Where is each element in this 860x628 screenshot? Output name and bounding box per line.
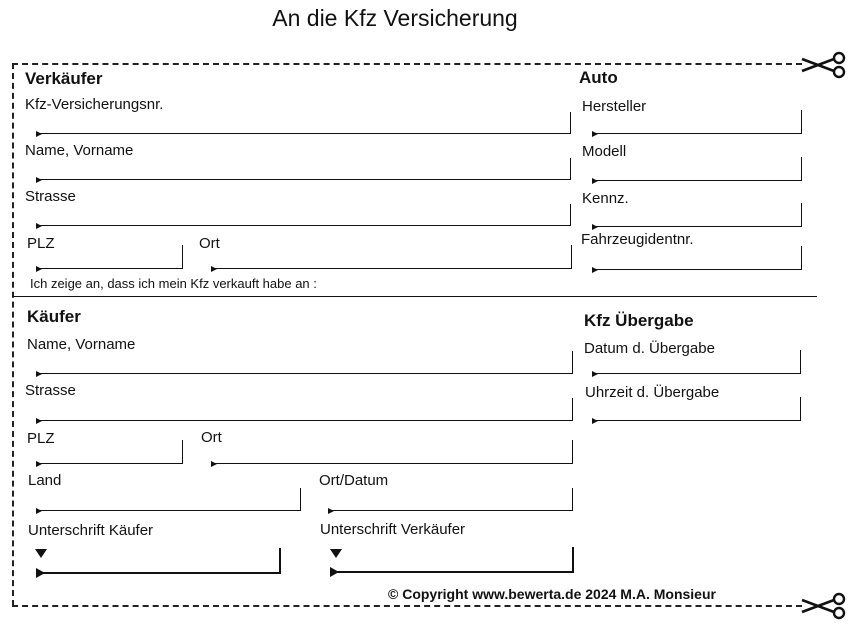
buyer-country-field[interactable]	[38, 488, 301, 511]
sale-notice: Ich zeige an, dass ich mein Kfz verkauft habe an :	[30, 276, 317, 291]
handover-date-field[interactable]	[594, 350, 801, 374]
model-field[interactable]	[594, 157, 802, 181]
plate-label: Kennz.	[582, 190, 629, 207]
buyer-zip-label: PLZ	[27, 430, 55, 447]
seller-street-label: Strasse	[25, 188, 76, 205]
place-date-label: Ort/Datum	[319, 472, 389, 489]
handover-time-field[interactable]	[594, 397, 801, 421]
copyright-notice: © Copyright www.bewerta.de 2024 M.A. Monsieur	[388, 586, 716, 602]
buyer-zip-field[interactable]	[38, 440, 183, 464]
vin-label: Fahrzeugidentnr.	[581, 231, 694, 248]
insurance-number-label: Kfz-Versicherungsnr.	[25, 96, 164, 113]
model-label: Modell	[582, 143, 627, 160]
buyer-city-field[interactable]	[213, 440, 573, 464]
buyer-signature-field[interactable]	[38, 548, 281, 574]
seller-street-field[interactable]	[38, 204, 571, 226]
buyer-name-field[interactable]	[38, 351, 573, 374]
handover-date-label: Datum d. Übergabe	[584, 340, 715, 357]
seller-signature-label: Unterschrift Verkäufer	[320, 521, 466, 538]
maker-field[interactable]	[594, 110, 802, 134]
buyer-name-label: Name, Vorname	[27, 336, 136, 353]
buyer-city-label: Ort	[201, 429, 222, 446]
buyer-country-label: Land	[28, 472, 62, 489]
maker-label: Hersteller	[582, 98, 647, 115]
buyer-heading: Käufer	[27, 307, 81, 326]
seller-zip-field[interactable]	[38, 245, 183, 269]
seller-heading: Verkäufer	[25, 69, 103, 88]
seller-zip-label: PLZ	[27, 235, 55, 252]
buyer-street-field[interactable]	[38, 398, 573, 421]
handover-time-label: Uhrzeit d. Übergabe	[585, 384, 720, 401]
vin-field[interactable]	[594, 246, 802, 270]
seller-name-label: Name, Vorname	[25, 142, 134, 159]
buyer-signature-label: Unterschrift Käufer	[28, 522, 154, 539]
page-title: An die Kfz Versicherung	[272, 5, 518, 31]
handover-heading: Kfz Übergabe	[584, 311, 694, 330]
buyer-street-label: Strasse	[25, 382, 76, 399]
cut-line-bottom	[12, 605, 802, 607]
place-date-field[interactable]	[330, 488, 573, 511]
plate-field[interactable]	[594, 203, 802, 227]
seller-name-field[interactable]	[38, 158, 571, 180]
car-heading: Auto	[579, 68, 618, 87]
cut-line-top	[12, 63, 802, 65]
scissors-icon	[800, 591, 848, 621]
cut-line-left	[12, 63, 14, 606]
seller-city-label: Ort	[199, 235, 220, 252]
scissors-icon	[800, 50, 848, 80]
insurance-number-field[interactable]	[38, 112, 571, 134]
section-divider	[12, 296, 817, 297]
seller-signature-field[interactable]	[332, 547, 574, 573]
seller-city-field[interactable]	[213, 245, 572, 269]
